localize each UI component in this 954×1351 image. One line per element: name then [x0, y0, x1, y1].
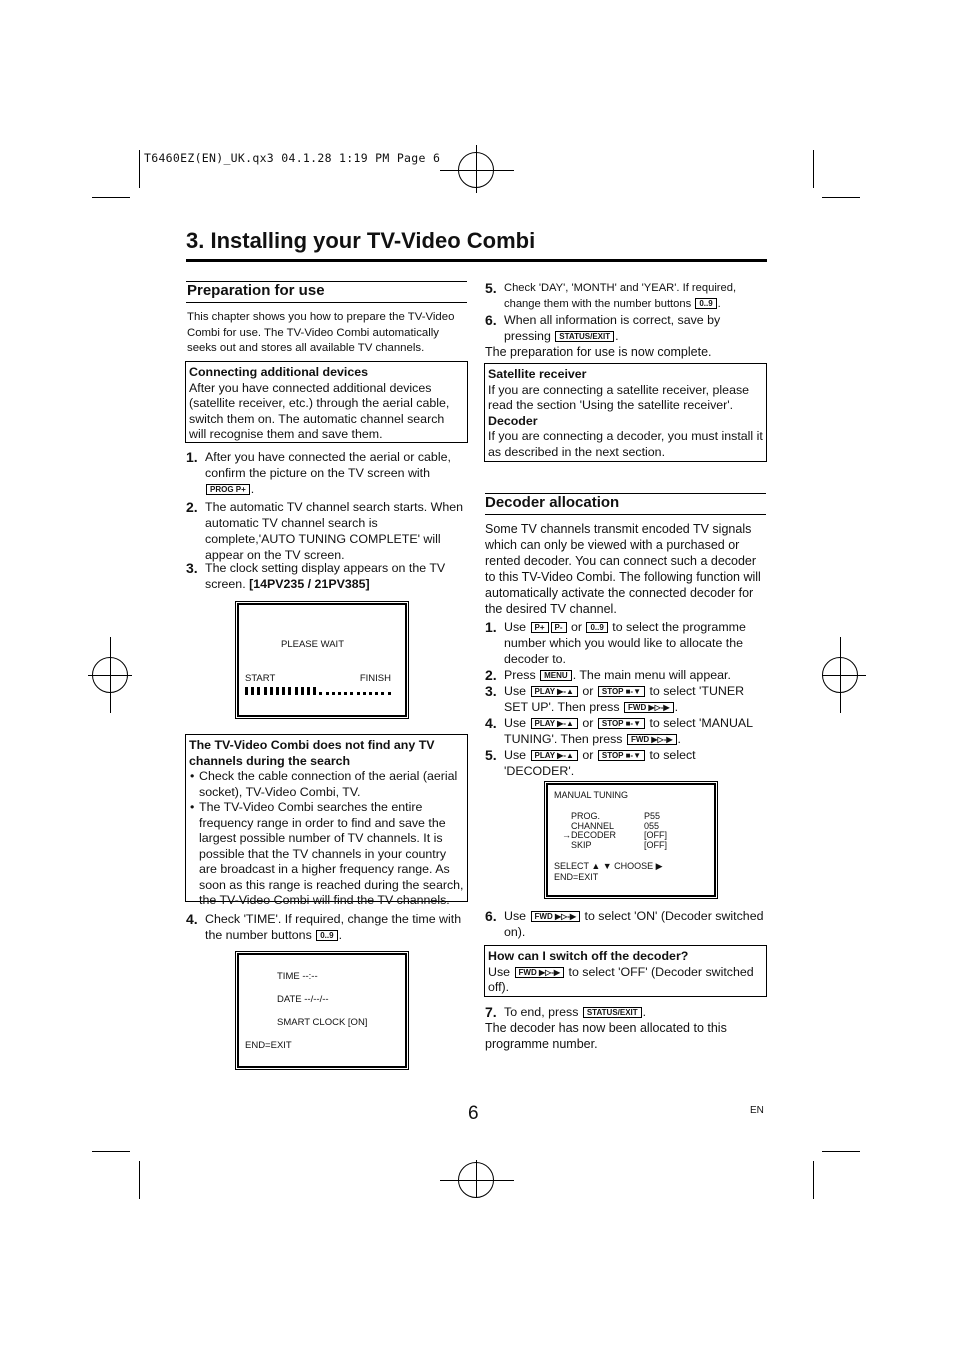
channel-value: 055 [644, 821, 660, 831]
progress-bar [245, 687, 395, 695]
progress-segment [363, 692, 366, 695]
preparation-intro: This chapter shows you how to prepare the TV-Video Combi for use. The TV-Video Combi automatically seeks out and stores all available TV channels. [187, 311, 455, 354]
step-text: to select 'ON' (Decoder switched on). [504, 909, 764, 939]
step-text: Use [504, 684, 527, 698]
step-text: When all information is correct, save by pressing [504, 313, 721, 343]
decoder-step-5 [485, 747, 767, 779]
step-3 [186, 560, 466, 592]
progress-segment [357, 692, 360, 695]
crop-mark [139, 1161, 140, 1199]
crop-mark [813, 1161, 814, 1199]
crop-mark [139, 150, 140, 188]
stop-down-key: STOP ■-▼ [598, 718, 645, 729]
decoder-step-4: 4. Use PLAY ▶-▲ or STOP ■-▼ to select 'MANUAL TUNING'. Then press FWD ▶▷-▶ . [485, 715, 753, 746]
prog-plus-key: PROG P+ [206, 484, 250, 495]
step-text: Use [504, 909, 527, 923]
exit-line: END=EXIT [245, 1040, 292, 1051]
skip-value: [OFF] [644, 840, 667, 850]
crop-mark [822, 197, 860, 198]
box-title: The TV-Video Combi does not find any TV channels during the search [189, 738, 435, 768]
decoder-label: →DECODER [562, 830, 617, 840]
step-text: or [582, 684, 594, 698]
box-text-part: Use [488, 964, 511, 979]
status-exit-key: STATUS/EXIT [555, 331, 614, 342]
progress-segment [369, 692, 372, 695]
registration-line [476, 1160, 477, 1198]
decoder-value: [OFF] [644, 830, 667, 840]
step-text: or [570, 620, 582, 634]
exit-line: END=EXIT [554, 872, 599, 882]
step-number: 3. [485, 683, 497, 699]
step-number: 7. [485, 1004, 497, 1020]
progress-segment [326, 692, 329, 695]
progress-segment [276, 687, 279, 695]
progress-segment [301, 687, 304, 695]
step-number: 2. [186, 499, 198, 515]
number-keys: 0..9 [586, 622, 607, 633]
step-number: 1. [485, 619, 497, 635]
number-keys: 0..9 [316, 930, 337, 941]
smart-clock-line: SMART CLOCK [ON] [277, 1017, 368, 1028]
finish-label: FINISH [359, 673, 391, 684]
stop-down-key: STOP ■-▼ [598, 750, 645, 761]
decoder-step-1 [485, 619, 767, 667]
time-line: TIME --:-- [277, 971, 318, 982]
status-exit-key: STATUS/EXIT [583, 1007, 642, 1018]
progress-segment [251, 687, 254, 695]
play-up-key: PLAY ▶-▲ [531, 718, 578, 729]
number-keys: 0..9 [695, 298, 716, 309]
prog-label: PROG. [571, 811, 601, 821]
prog-down-key: P- [551, 622, 567, 633]
step-text: Press [504, 668, 536, 682]
print-header: T6460EZ(EN)_UK.qx3 04.1.28 1:19 PM Page 6 [144, 151, 441, 165]
progress-segment [332, 692, 335, 695]
progress-segment [270, 687, 273, 695]
box-text: If you are connecting a decoder, you must install it as described in the next section. [488, 429, 763, 459]
satellite-decoder-box [484, 363, 767, 462]
registration-line [840, 637, 841, 713]
step-text: Use [504, 748, 527, 762]
step-number: 5. [485, 747, 497, 763]
box-title: How can I switch off the decoder? [488, 949, 689, 963]
step-number: 1. [186, 449, 198, 465]
step-6: 6. When all information is correct, save by pressing STATUS/EXIT . [485, 312, 721, 343]
decoder-intro: Some TV channels transmit encoded TV signals which can only be viewed with a purchased or rented decoder. You can connect such a decoder to this TV-Video Combi. The following function will automatically activate the connected decoder for the desired TV channel. [485, 522, 761, 616]
decoder-step-7: 7. To end, press STATUS/EXIT . [485, 1004, 647, 1020]
step-number: 5. [485, 280, 497, 296]
stop-down-key: STOP ■-▼ [598, 686, 645, 697]
no-channels-box [185, 734, 468, 907]
skip-label: SKIP [571, 840, 592, 850]
step-text: After you have connected the aerial or cable, confirm the picture on the TV screen with [205, 450, 451, 480]
step-text: Check 'DAY', 'MONTH' and 'YEAR'. If required, change them with the number buttons [504, 282, 737, 310]
crop-mark [92, 1151, 130, 1152]
step-text: . The main menu will appear. [572, 668, 731, 682]
step-text: to select 'TUNER SET UP'. Then press [504, 684, 745, 714]
progress-segment [375, 692, 378, 695]
step-text: To end, press [504, 1005, 579, 1019]
crop-mark [813, 150, 814, 188]
connecting-devices-box [185, 361, 468, 443]
progress-segment [381, 692, 384, 695]
step-text: The clock setting display appears on the TV screen. [205, 561, 446, 591]
clock-setting-screen [237, 953, 407, 1068]
registration-line [822, 675, 866, 676]
section-rule [485, 514, 766, 515]
progress-segment [245, 687, 248, 695]
box-text [488, 965, 763, 996]
menu-key: MENU [540, 670, 572, 681]
step-number: 2. [485, 667, 497, 683]
fwd-key: FWD ▶▷-▶ [624, 702, 674, 713]
step-2 [186, 499, 466, 563]
progress-segment [288, 687, 291, 695]
manual-tuning-screen [546, 783, 716, 897]
please-wait-text: PLEASE WAIT [281, 639, 344, 650]
step-text: to select the programme number which you would like to allocate the decoder to. [504, 620, 746, 666]
auto-tuning-screen [237, 603, 407, 717]
title-rule [186, 259, 767, 262]
crop-mark [822, 1151, 860, 1152]
progress-segment [388, 692, 391, 695]
fwd-key: FWD ▶▷-▶ [627, 734, 677, 745]
select-choose-line: SELECT ▲ ▼ CHOOSE ▶ [554, 861, 663, 871]
fwd-key: FWD ▶▷-▶ [531, 911, 581, 922]
prog-value: P55 [644, 811, 661, 821]
page-title: 3. Installing your TV-Video Combi [186, 228, 536, 253]
step-number: 4. [485, 715, 497, 731]
box-text: If you are connecting a satellite receiver, please read the section 'Using the satellite receiver'. [488, 382, 750, 412]
step-number: 6. [485, 312, 497, 328]
progress-segment [257, 687, 260, 695]
progress-segment [350, 692, 353, 695]
switch-off-box [484, 945, 767, 997]
crop-mark [92, 197, 130, 198]
section-rule [186, 302, 467, 303]
step-1: 1. After you have connected the aerial or cable, confirm the picture on the TV screen with PROG P+ . [186, 449, 451, 496]
registration-line [110, 637, 111, 713]
step-text: to select 'DECODER'. [504, 748, 696, 778]
screen-title: MANUAL TUNING [554, 790, 629, 800]
box-title: Satellite receiver [488, 367, 587, 381]
fwd-key: FWD ▶▷-▶ [515, 967, 565, 978]
progress-segment [344, 692, 347, 695]
decoder-step-2 [485, 667, 767, 683]
step-text: to select 'MANUAL TUNING'. Then press [504, 716, 753, 746]
step-text: Check 'TIME'. If required, change the time with the number buttons [205, 912, 462, 942]
bullet-item: • Check the cable connection of the aerial (aerial socket), TV-Video Combi, TV. [199, 769, 464, 800]
step-5: 5. Check 'DAY', 'MONTH' and 'YEAR'. If required, change them with the number buttons 0..9 . [485, 280, 737, 310]
decoder-heading: Decoder allocation [485, 494, 620, 511]
progress-segment [295, 687, 298, 695]
bullet-item: • The TV-Video Combi searches the entire frequency range in order to find and save the largest possible number of TV channels. It is possible that the TV channels in your country are broadcast in a higher frequency range. As soon as this range is reached during the search, the TV-Video Combi will find the TV channels. [199, 800, 464, 909]
page-number: 6 [468, 1103, 479, 1124]
progress-segment [313, 687, 316, 695]
step-number: 4. [186, 911, 198, 927]
step-text: Use [504, 716, 527, 730]
start-label: START [245, 673, 276, 684]
step-number: 6. [485, 908, 497, 924]
box-text-part: to select 'OFF' (Decoder switched off). [488, 964, 754, 994]
decoder-final-note: The decoder has now been allocated to this programme number. [485, 1021, 727, 1051]
box-title: Decoder [488, 413, 538, 428]
language-tag: EN [750, 1105, 764, 1116]
preparation-heading: Preparation for use [187, 282, 325, 299]
model-numbers: [14PV235 / 21PV385] [249, 577, 370, 591]
completion-note: The preparation for use is now complete. [485, 345, 712, 359]
play-up-key: PLAY ▶-▲ [531, 686, 578, 697]
step-4: 4. Check 'TIME'. If required, change the time with the number buttons 0..9 . [186, 911, 462, 942]
step-text: Use [504, 620, 527, 634]
progress-segment [307, 687, 310, 695]
decoder-step-6 [485, 908, 767, 940]
registration-line [476, 145, 477, 193]
channel-label: CHANNEL [571, 821, 615, 831]
date-line: DATE --/--/-- [277, 994, 329, 1005]
step-text: or [582, 748, 594, 762]
step-number: 3. [186, 560, 198, 576]
registration-line [440, 1180, 514, 1181]
box-text: After you have connected additional devices (satellite receiver, etc.) through the aerial cable, switch them on. The automatic channel search will recognise them and save them. [189, 380, 450, 441]
progress-segment [264, 687, 267, 695]
step-text: or [582, 716, 594, 730]
progress-segment [282, 687, 285, 695]
registration-line [440, 170, 514, 171]
play-up-key: PLAY ▶-▲ [531, 750, 578, 761]
box-title: Connecting additional devices [189, 365, 369, 379]
step-text: The automatic TV channel search starts. When automatic TV channel search is complete,'AUTO TUNING COMPLETE' will appear on the TV screen. [205, 500, 464, 562]
progress-segment [338, 692, 341, 695]
prog-up-key: P+ [531, 622, 549, 633]
decoder-step-3: 3. Use PLAY ▶-▲ or STOP ■-▼ to select 'TUNER SET UP'. Then press FWD ▶▷-▶ . [485, 683, 745, 714]
progress-segment [319, 692, 322, 695]
